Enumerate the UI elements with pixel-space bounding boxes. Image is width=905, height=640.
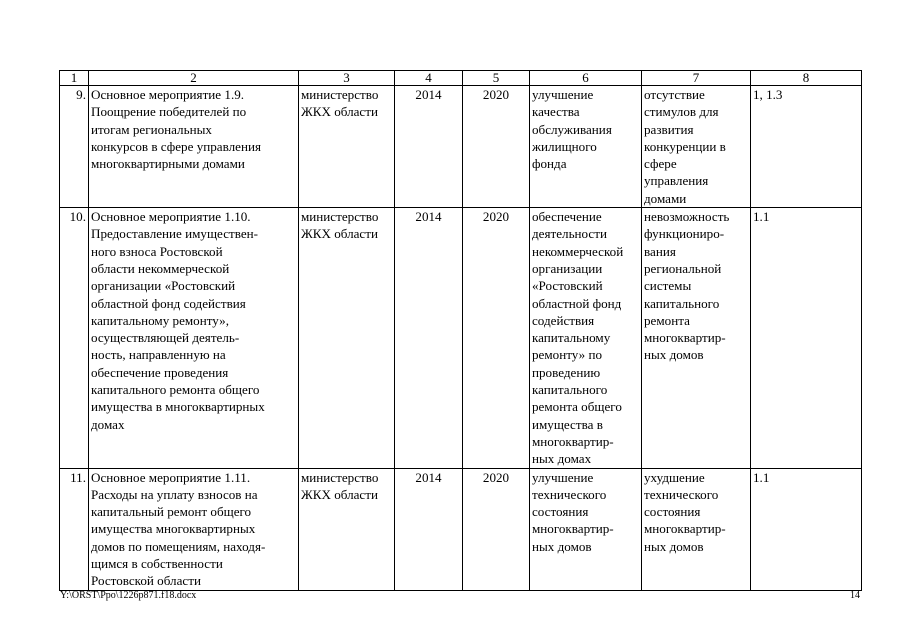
table-row (60, 86, 862, 208)
col-header-6: 6 (530, 71, 642, 86)
end-year-cell: 2020 (463, 468, 530, 590)
col-header-2: 2 (89, 71, 299, 86)
expected-result-cell: улучшение технического состояния многоквартир- ных домов (530, 468, 642, 590)
col-header-3: 3 (299, 71, 395, 86)
table-row (60, 468, 862, 590)
indicator-link-cell: 1, 1.3 (751, 86, 862, 208)
file-path-footer: Y:\ORST\Ppo\1226p871.f18.docx (60, 590, 197, 601)
consequence-cell: отсутствие стимулов для развития конкуренции в сфере управления домами (642, 86, 751, 208)
end-year-cell: 2020 (463, 86, 530, 208)
column-number-row (60, 71, 862, 86)
expected-result-cell: обеспечение деятельности некоммерческой организации «Ростовский областной фонд содействия капитальному ремонту» по проведению капитального ремонта общего имущества в многоквартир- ных домах (530, 208, 642, 468)
consequence-cell: невозможность функциониро- вания региональной системы капитального ремонта многоквартир- ных домов (642, 208, 751, 468)
start-year-cell: 2014 (395, 468, 463, 590)
col-header-5: 5 (463, 71, 530, 86)
row-number: 10. (60, 208, 89, 468)
activity-cell: Основное мероприятие 1.11. Расходы на уплату взносов на капитальный ремонт общего имущества многоквартирных домов по помещениям, находя- щимся в собственности Ростовской области (89, 468, 299, 590)
activity-cell: Основное мероприятие 1.9. Поощрение победителей по итогам региональных конкурсов в сфере управления многоквартирными домами (89, 86, 299, 208)
executor-cell: министерство ЖКХ области (299, 468, 395, 590)
start-year-cell: 2014 (395, 208, 463, 468)
measures-table (59, 70, 862, 591)
indicator-link-cell: 1.1 (751, 208, 862, 468)
page-number: 14 (850, 590, 860, 601)
end-year-cell: 2020 (463, 208, 530, 468)
expected-result-cell: улучшение качества обслуживания жилищного фонда (530, 86, 642, 208)
row-number: 11. (60, 468, 89, 590)
col-header-4: 4 (395, 71, 463, 86)
executor-cell: министерство ЖКХ области (299, 86, 395, 208)
activity-cell: Основное мероприятие 1.10. Предоставление имуществен- ного взноса Ростовской области некоммерческой организации «Ростовский областной фонд содействия капитальному ремонту», осуществляющей деятель- ность, направленную на обеспечение проведения капитального ремонта общего имущества в многоквартирных домах (89, 208, 299, 468)
table-row (60, 208, 862, 468)
col-header-7: 7 (642, 71, 751, 86)
executor-cell: министерство ЖКХ области (299, 208, 395, 468)
col-header-8: 8 (751, 71, 862, 86)
consequence-cell: ухудшение технического состояния многоквартир- ных домов (642, 468, 751, 590)
indicator-link-cell: 1.1 (751, 468, 862, 590)
row-number: 9. (60, 86, 89, 208)
col-header-1: 1 (60, 71, 89, 86)
start-year-cell: 2014 (395, 86, 463, 208)
